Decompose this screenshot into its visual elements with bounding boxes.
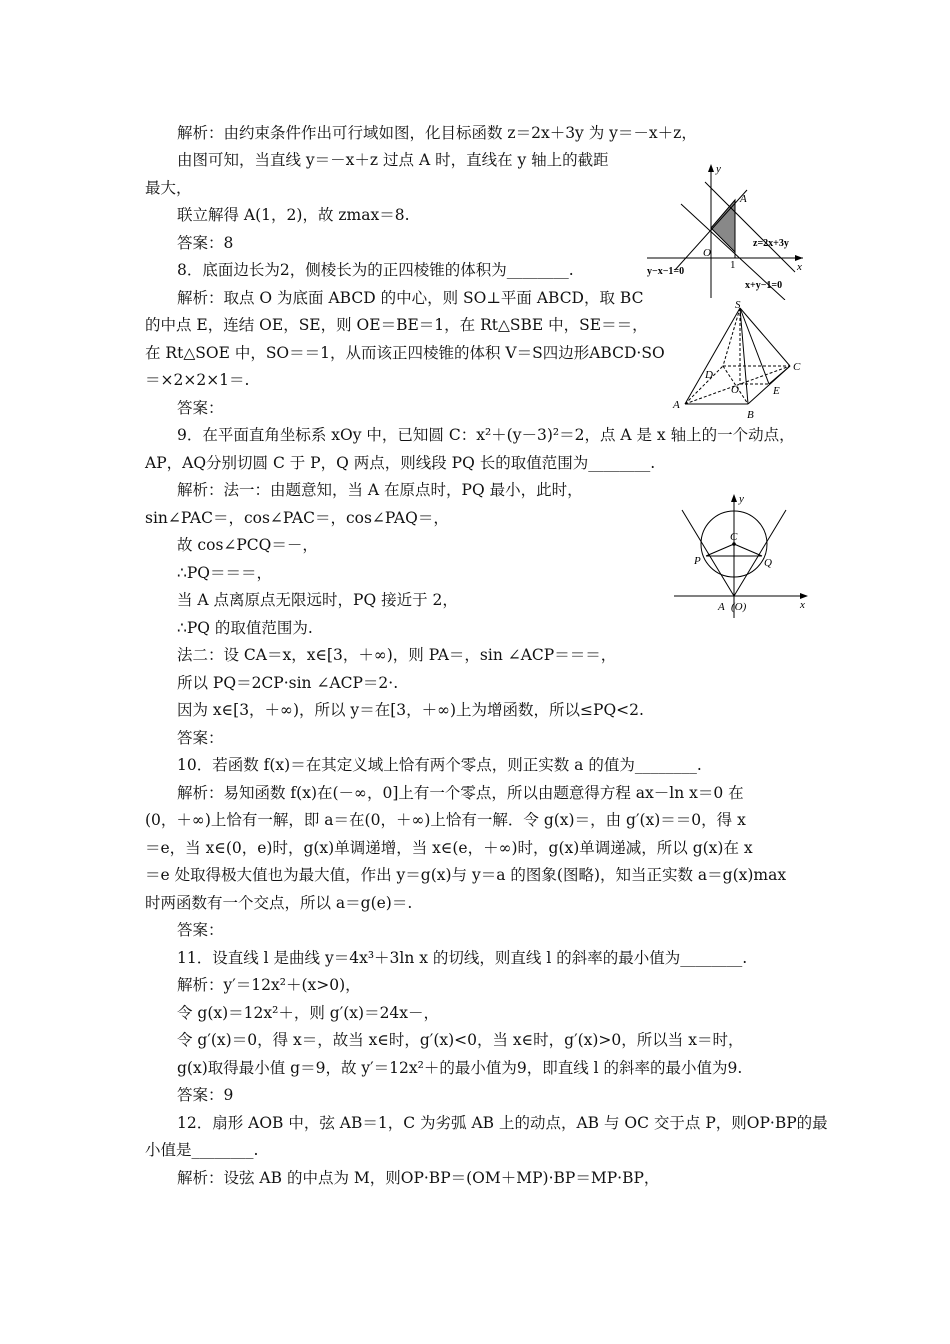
line-03: 最大，: [145, 179, 192, 197]
line-31: 11．设直线 l 是曲线 y＝4x³＋3ln x 的切线，则直线 l 的斜率的最小值为________.: [177, 949, 748, 967]
fig3-point-c: C: [730, 531, 738, 543]
fig3-point-a: A: [718, 601, 725, 613]
fig2-point-o: O: [731, 384, 739, 396]
line-24: 10．若函数 f(x)＝在其定义域上恰有两个零点，则正实数 a 的值为________.: [177, 756, 702, 774]
line-02: 由图可知，当直线 y＝－x＋z 过点 A 时，直线在 y 轴上的截距: [177, 151, 609, 169]
line-36: 答案：9: [177, 1086, 234, 1104]
line-25: 解析：易知函数 f(x)在(－∞，0]上有一个零点，所以由题意得方程 ax－ln x＝0 在: [177, 784, 744, 802]
line-19: ∴PQ 的取值范围为.: [177, 619, 313, 637]
line-21: 所以 PQ＝2CP·sin ∠ACP＝2·.: [177, 674, 399, 692]
line-26: (0，＋∞)上恰有一解，即 a＝在(0，＋∞)上恰有一解．令 g(x)＝，由 g′(x)＝＝0，得 x: [145, 811, 746, 829]
fig1-origin: O: [703, 247, 711, 259]
line-09: 在 Rt△SOE 中，SO＝＝1，从而该正四棱锥的体积 V＝S四边形ABCD·SO: [145, 344, 665, 362]
fig3-point-p: P: [694, 555, 701, 567]
fig1-y-label: y: [716, 163, 721, 175]
line-08: 的中点 E，连结 OE，SE，则 OE＝BE＝1，在 Rt△SBE 中，SE＝＝，: [145, 316, 648, 334]
line-32: 解析：y′＝12x²＋(x>0)，: [177, 976, 361, 994]
line-11: 答案：: [177, 399, 224, 417]
line-06: 8．底面边长为2，侧棱长为的正四棱锥的体积为________.: [177, 261, 574, 279]
line-38: 小值是________.: [145, 1141, 259, 1159]
fig2-point-c: C: [793, 361, 801, 373]
line-05: 答案：8: [177, 234, 234, 252]
line-13: AP，AQ分别切圆 C 于 P，Q 两点，则线段 PQ 长的取值范围为________.: [145, 454, 656, 472]
fig2-point-a: A: [673, 399, 680, 411]
line-27: ＝e，当 x∈(0，e)时，g(x)单调递增，当 x∈(e，＋∞)时，g(x)单调递减，所以 g(x)在 x: [145, 839, 753, 857]
line-17: ∴PQ＝＝＝，: [177, 564, 272, 582]
pyramid-figure: [655, 298, 820, 418]
fig1-label-l3: x+y−1=0: [745, 280, 783, 291]
fig1-tick-one: 1: [730, 259, 736, 271]
line-23: 答案：: [177, 729, 224, 747]
line-28: ＝e 处取得极大值也为最大值，作出 y＝g(x)与 y＝a 的图象(图略)，知当正实数 a＝g(x)max: [145, 866, 787, 884]
line-29: 时两函数有一个交点，所以 a＝g(e)＝.: [145, 894, 413, 912]
line-15: sin∠PAC＝，cos∠PAC＝，cos∠PAQ＝，: [145, 509, 449, 527]
line-20: 法二：设 CA＝x，x∈[3，＋∞)，则 PA＝，sin ∠ACP＝＝＝，: [177, 646, 617, 664]
fig3-origin: (O): [731, 601, 747, 613]
line-30: 答案：: [177, 921, 224, 939]
fig1-x-label: x: [797, 261, 802, 273]
line-37: 12．扇形 AOB 中，弦 AB＝1，C 为劣弧 AB 上的动点，AB 与 OC 交于点 P，则OP·BP的最: [177, 1114, 828, 1132]
fig2-point-e: E: [773, 385, 780, 397]
fig1-label-z: z=2x+3y: [753, 238, 789, 249]
line-01: 解析：由约束条件作出可行域如图，化目标函数 z＝2x＋3y 为 y＝－x＋z，: [177, 124, 697, 142]
line-16: 故 cos∠PCQ＝－，: [177, 536, 318, 554]
line-22: 因为 x∈[3，＋∞)，所以 y＝在[3，＋∞)上为增函数，所以≤PQ<2.: [177, 701, 644, 719]
circle-tangent-figure: [672, 490, 812, 630]
fig2-point-b: B: [747, 409, 754, 418]
fig3-point-q: Q: [764, 557, 772, 569]
fig1-label-l2: y−x−1=0: [647, 266, 685, 277]
line-04: 联立解得 A(1，2)，故 zmax＝8.: [177, 206, 410, 224]
line-14: 解析：法一：由题意知，当 A 在原点时，PQ 最小，此时，: [177, 481, 583, 499]
fig3-y-label: y: [739, 493, 744, 505]
line-35: g(x)取得最小值 g＝9，故 y′＝12x²＋的最小值为9，即直线 l 的斜率的最小值为9.: [177, 1059, 743, 1077]
fig2-point-s: S: [735, 299, 741, 311]
feasible-region-figure: [645, 160, 810, 300]
fig3-x-label: x: [800, 599, 805, 611]
fig2-point-d: D: [705, 369, 713, 381]
line-07: 解析：取点 O 为底面 ABCD 的中心，则 SO⊥平面 ABCD，取 BC: [177, 289, 644, 307]
line-33: 令 g(x)＝12x²＋，则 g′(x)＝24x－，: [177, 1004, 440, 1022]
line-39: 解析：设弦 AB 的中点为 M，则OP·BP＝(OM＋MP)·BP＝MP·BP，: [177, 1169, 660, 1187]
line-10: ＝×2×2×1＝.: [145, 371, 250, 389]
line-12: 9．在平面直角坐标系 xOy 中，已知圆 C：x²＋(y－3)²＝2，点 A 是 x 轴上的一个动点，: [177, 426, 795, 444]
line-34: 令 g′(x)＝0，得 x＝，故当 x∈时，g′(x)<0，当 x∈时，g′(x)>0，所以当 x＝时，: [177, 1031, 744, 1049]
fig1-point-a: A: [740, 193, 747, 205]
line-18: 当 A 点离原点无限远时，PQ 接近于 2，: [177, 591, 458, 609]
